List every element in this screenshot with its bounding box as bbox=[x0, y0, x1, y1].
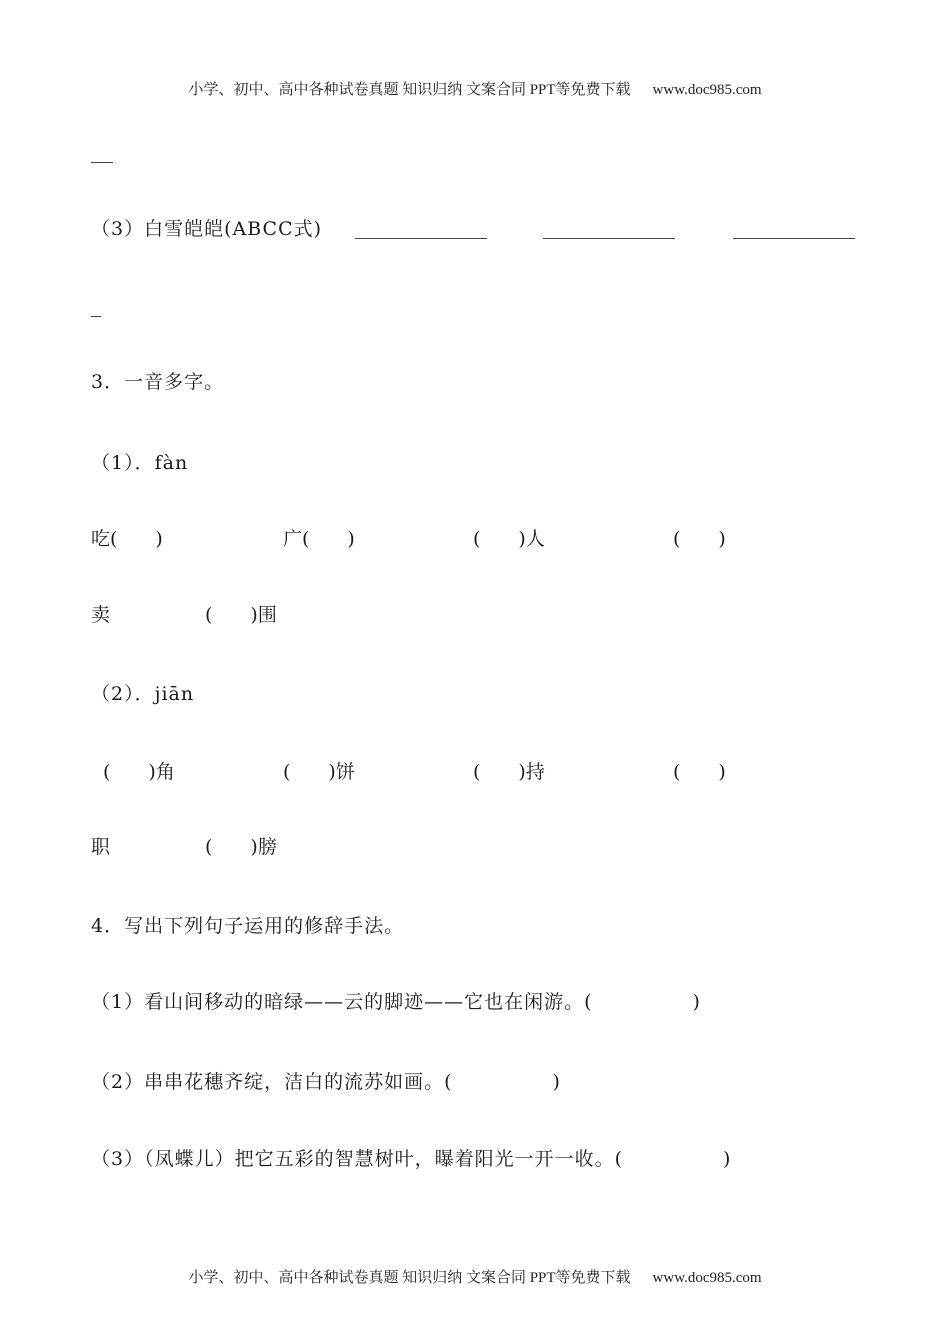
q3-sub1-item: ( ) bbox=[673, 528, 726, 550]
q3-sub2-item: ( )膀 bbox=[205, 836, 277, 858]
footer-site: www.doc985.com bbox=[652, 1270, 762, 1286]
q4-item: （1）看山间移动的暗绿——云的脚迹——它也在闲游。( ) bbox=[91, 991, 701, 1013]
q4-item: （3）（凤蝶儿）把它五彩的智慧树叶，曝着阳光一开一收。( ) bbox=[91, 1148, 732, 1170]
answer-blank-2[interactable] bbox=[543, 238, 675, 239]
footer-text: 小学、初中、高中各种试卷真题 知识归纳 文案合同 PPT等免费下载 bbox=[188, 1270, 631, 1286]
answer-blank-1[interactable] bbox=[355, 238, 487, 239]
q4-title: 4．写出下列句子运用的修辞手法。 bbox=[91, 915, 405, 937]
answer-blank-continuation[interactable] bbox=[91, 162, 113, 163]
q3-sub1-item: 吃( ) bbox=[91, 528, 163, 550]
answer-blank-3[interactable] bbox=[733, 238, 855, 239]
q3-sub1-item: ( )围 bbox=[205, 604, 277, 626]
q3-sub2-item: ( ) bbox=[673, 761, 726, 783]
answer-blank-continuation[interactable] bbox=[91, 316, 101, 317]
q3-sub1-item: 卖 bbox=[91, 604, 111, 626]
q3-sub1-item: ( )人 bbox=[473, 528, 545, 550]
q3-sub2-item: ( )饼 bbox=[283, 761, 355, 783]
q3-sub1-label: （1）．fàn bbox=[91, 452, 189, 474]
page-header bbox=[0, 78, 950, 99]
q3-sub2-item: ( )持 bbox=[473, 761, 545, 783]
q2-3-label: （3）白雪皑皑(ABCC式) bbox=[91, 218, 323, 240]
q3-title: 3．一音多字。 bbox=[91, 371, 225, 393]
q3-sub2-item: 职 bbox=[91, 836, 111, 858]
q4-item: （2）串串花穗齐绽，洁白的流苏如画。( ) bbox=[91, 1071, 561, 1093]
page-footer bbox=[0, 1266, 950, 1287]
q3-sub2-item: ( )角 bbox=[103, 761, 175, 783]
header-site: www.doc985.com bbox=[652, 82, 762, 98]
q3-sub1-item: 广( ) bbox=[283, 528, 355, 550]
q3-sub2-label: （2）．jiān bbox=[91, 683, 195, 705]
header-text: 小学、初中、高中各种试卷真题 知识归纳 文案合同 PPT等免费下载 bbox=[188, 82, 631, 98]
